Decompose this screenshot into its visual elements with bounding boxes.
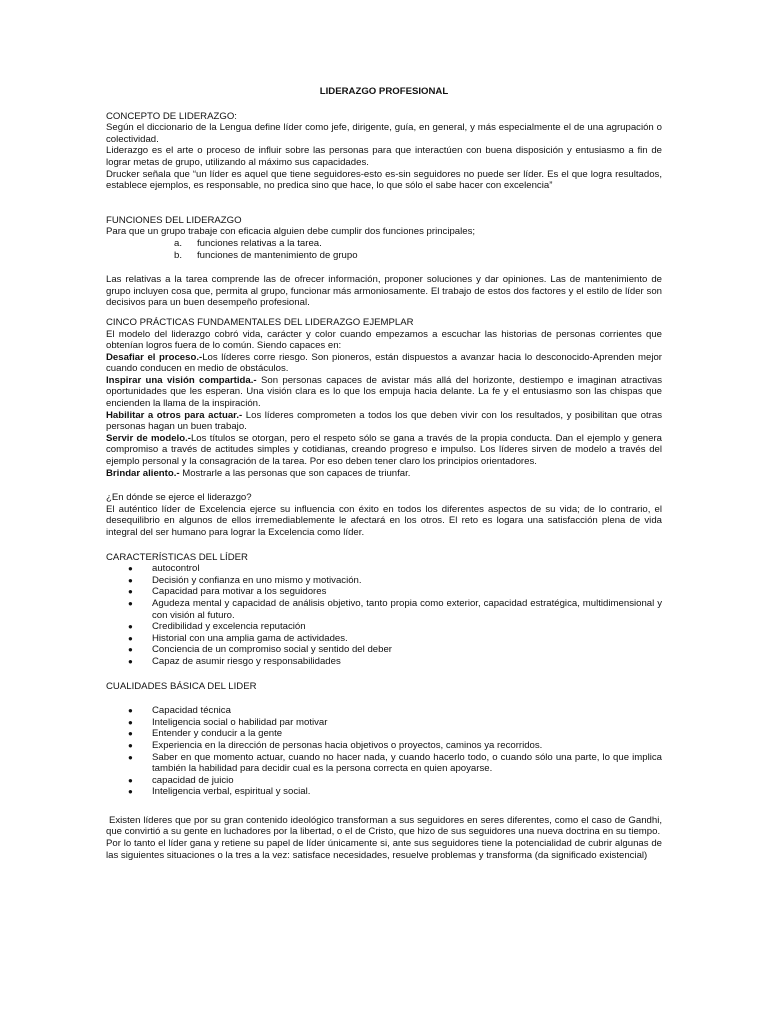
bullet-list	[106, 705, 662, 798]
practice-label: Inspirar una visión compartida.-	[106, 374, 257, 386]
practice-item	[106, 433, 662, 468]
paragraph: Según el diccionario de la Lengua define líder como jefe, dirigente, guía, en general, y más especialmente el de una agrupación o colectividad.	[106, 122, 662, 145]
practice-text: Los líderes comprometen a todos los que deben vivir con los resultados, y posibilitan que otras personas hagan un buen trabajo.	[106, 409, 663, 433]
list-item-text: Inteligencia social o habilidad par motivar	[152, 716, 328, 728]
section-caracteristicas	[106, 552, 662, 668]
section-funciones	[106, 215, 662, 309]
paragraph: Existen líderes que por su gran contenido ideológico transforman a sus seguidores en seres diferentes, como el caso de Gandhi, que convirtió a su gente en luchadores por la libertad, o el de Cristo, que hizo de sus seguidores una nueva doctrina en su tiempo.	[106, 814, 665, 838]
section-donde	[106, 492, 662, 538]
paragraph: Liderazgo es el arte o proceso de influir sobre las personas para que interactúen con buena disposición y entusiasmo a fin de lograr metas de grupo, utilizando al máximo sus capacidades.	[106, 145, 662, 168]
practice-text: Los líderes corre riesgo. Son pioneros, están dispuestos a avanzar hacia lo desconocido-Aprenden mejor cuando conducen en medio de obstáculos.	[106, 351, 662, 375]
list-item	[106, 775, 662, 787]
practice-label: Servir de modelo.-	[106, 432, 191, 444]
section-closing	[106, 814, 665, 861]
list-item-text: Conciencia de un compromiso social y sentido del deber	[152, 644, 392, 656]
list-item	[106, 575, 662, 587]
document-title: LIDERAZGO PROFESIONAL	[319, 86, 449, 97]
practice-text: Son personas capaces de avistar más allá del horizonte, destiempo e imaginan atractivas oportunidades que les esperan. Una visión clara es lo que los empuja hacia delante. La fe y el entusiasmo son las chispas que encienden la llama de la inspiración.	[106, 374, 662, 410]
bullet-icon: ●	[128, 729, 133, 739]
bullet-icon: ●	[128, 622, 133, 632]
bullet-icon: ●	[128, 706, 133, 716]
practice-label: Brindar aliento.-	[106, 467, 180, 479]
list-item	[106, 586, 662, 598]
list-item-text: Saber en que momento actuar, cuando no hacer nada, y cuando hacerlo todo, o cuando sólo una parte, lo que implica también la habilidad para decidir cual es la persona correcta en quien apoyarse.	[152, 751, 662, 775]
list-item	[106, 705, 662, 717]
list-item-text: Credibilidad y excelencia reputación	[152, 621, 306, 633]
list-item-text: funciones relativas a la tarea.	[197, 237, 322, 249]
bullet-icon: ●	[128, 752, 133, 762]
section-heading: FUNCIONES DEL LIDERAZGO	[106, 214, 242, 226]
bullet-icon: ●	[128, 633, 133, 643]
list-item-text: Entender y conducir a la gente	[152, 728, 283, 740]
list-item	[106, 728, 662, 740]
paragraph: El auténtico líder de Excelencia ejerce su influencia con éxito en todos los diferentes aspectos de su vida; de lo contrario, el desequilibrio en algunos de ellos irremediablemente le afectará en los otros. El reto es logara una satisfacción plena de vida integral del ser humano para lograr la Excelencia como líder.	[106, 503, 662, 538]
paragraph: Drucker señala que “un líder es aquel que tiene seguidores-esto es-sin seguidores no puede ser líder. Es el que logra resultados, establece ejemplos, es responsable, no predica sino que hace, lo que sólo el sabe hacer con excelencia”	[106, 168, 662, 192]
bullet-icon: ●	[128, 787, 133, 797]
list-marker: a.	[174, 237, 183, 249]
practice-text: Los títulos se otorgan, pero el respeto sólo se gana a través de la propia conducta. Dan el ejemplo y genera compromiso a través de actitudes simples y cotidianas, creando progreso e impulso. Los líderes sirven de modelo a través del ejemplo personal y la consagración de la tarea. Por eso deben tener claro los principios orientadores.	[106, 432, 663, 468]
list-item-text: Capaz de asumir riesgo y responsabilidades	[152, 655, 341, 667]
bullet-icon: ●	[128, 775, 133, 785]
practice-item	[106, 468, 662, 480]
section-heading: CINCO PRÁCTICAS FUNDAMENTALES DEL LIDERAZGO EJEMPLAR	[106, 316, 414, 328]
list-item-text: Capacidad para motivar a los seguidores	[152, 586, 327, 598]
bullet-icon: ●	[128, 598, 133, 608]
bullet-icon: ●	[128, 740, 133, 750]
list-item	[106, 598, 662, 621]
bullet-icon: ●	[128, 656, 133, 666]
bullet-icon: ●	[128, 717, 133, 727]
practice-label: Desafiar el proceso.-	[106, 351, 203, 363]
list-marker: b.	[174, 249, 183, 261]
practice-item	[106, 410, 662, 433]
section-concepto	[106, 111, 662, 192]
list-item-text: Agudeza mental y capacidad de análisis objetivo, tanto propia como exterior, capacidad estratégica, multidimensional y con visión al futuro.	[152, 597, 662, 621]
list-item-text: autocontrol	[152, 563, 200, 575]
section-cinco-practicas	[106, 317, 662, 479]
paragraph: Para que un grupo trabaje con eficacia alguien debe cumplir dos funciones principales;	[106, 226, 476, 238]
bullet-list	[106, 563, 662, 667]
ordered-list	[106, 238, 662, 261]
list-item	[106, 740, 662, 752]
list-item	[106, 563, 662, 575]
practice-item	[106, 375, 662, 410]
list-item-text: Experiencia en la dirección de personas hacia objetivos o proyectos, caminos ya recorridos.	[152, 739, 543, 751]
list-item	[106, 717, 662, 729]
section-heading: ¿En dónde se ejerce el liderazgo?	[106, 492, 252, 504]
list-item	[106, 238, 662, 250]
list-item-text: Decisión y confianza en uno mismo y motivación.	[152, 574, 362, 586]
list-item	[106, 786, 662, 798]
list-item-text: Inteligencia verbal, espiritual y social.	[152, 786, 311, 798]
bullet-icon: ●	[128, 645, 133, 655]
paragraph: Por lo tanto el líder gana y retiene su papel de líder únicamente si, ante sus seguidores tiene la potencialidad de cubrir algunas de las siguientes situaciones o la tres a la vez: satisface necesidades, resuelve problemas y transforma (da significado existencial)	[106, 838, 662, 861]
bullet-icon: ●	[128, 587, 133, 597]
section-heading: CONCEPTO DE LIDERAZGO:	[106, 110, 237, 122]
section-heading: CUALIDADES BÁSICA DEL LIDER	[106, 680, 257, 692]
section-heading: CARACTERÍSTICAS DEL LÍDER	[106, 551, 248, 563]
paragraph: Las relativas a la tarea comprende las de ofrecer información, proponer soluciones y dar opiniones. Las de mantenimiento de grupo incluyen cosa que, permita al grupo, funcionar más armoniosamente. El trabajo de estos dos factores y el estilo de líder son decisivos para un buen desempeño profesional.	[106, 274, 662, 309]
list-item-text: Historial con una amplia gama de actividades.	[152, 632, 348, 644]
list-item	[106, 656, 662, 668]
list-item-text: funciones de mantenimiento de grupo	[197, 249, 358, 261]
bullet-icon: ●	[128, 564, 133, 574]
practice-label: Habilitar a otros para actuar.-	[106, 409, 243, 421]
practice-text: Mostrarle a las personas que son capaces de triunfar.	[179, 467, 411, 479]
section-cualidades	[106, 681, 662, 798]
list-item	[106, 633, 662, 645]
list-item	[106, 621, 662, 633]
paragraph: El modelo del liderazgo cobró vida, carácter y color cuando empezamos a escuchar las historias de personas corrientes que obtenían logros fuera de lo común. Siendo capaces en:	[106, 328, 662, 352]
list-item	[106, 250, 662, 262]
practice-item	[106, 352, 662, 375]
list-item-text: Capacidad técnica	[152, 705, 231, 717]
list-item	[106, 752, 662, 775]
bullet-icon: ●	[128, 575, 133, 585]
list-item-text: capacidad de juicio	[152, 774, 234, 786]
list-item	[106, 644, 662, 656]
